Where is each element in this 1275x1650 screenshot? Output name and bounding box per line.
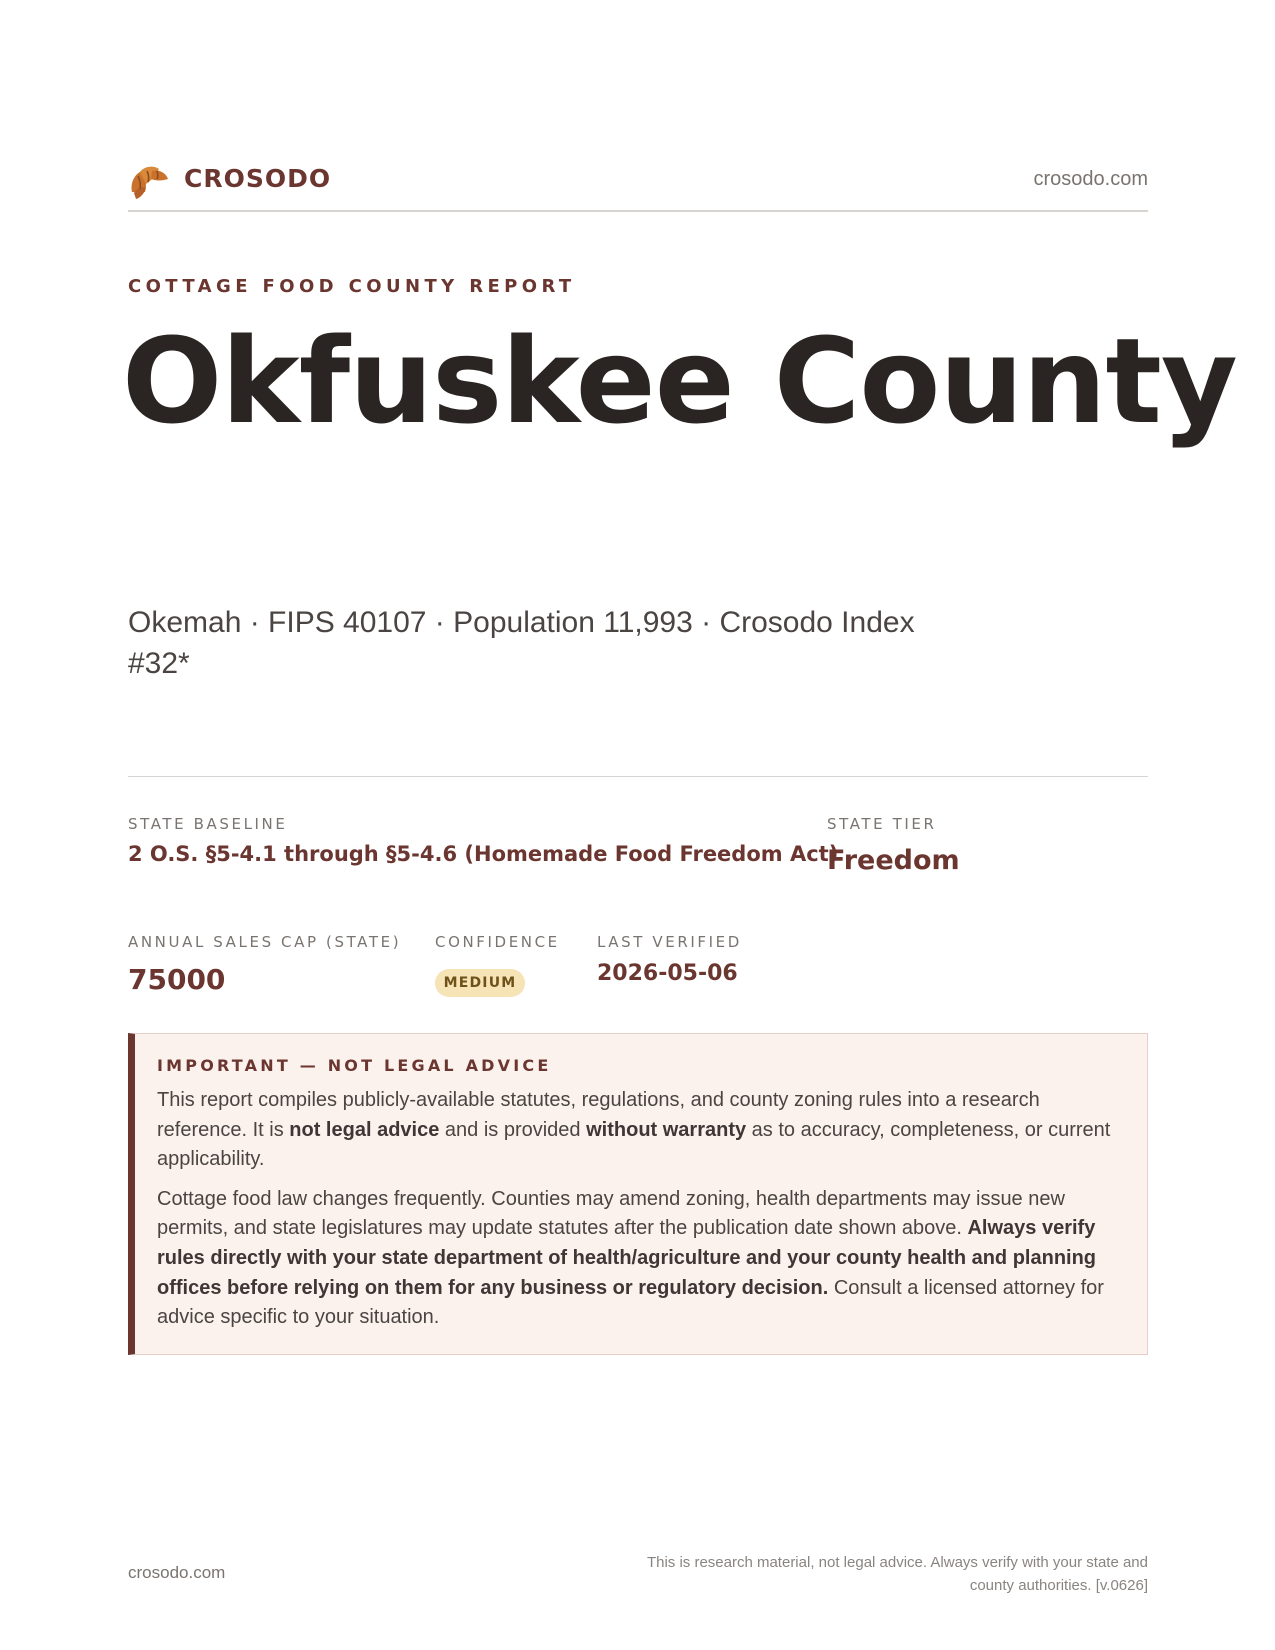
sales-cap-label: ANNUAL SALES CAP (STATE) <box>128 933 402 951</box>
state-tier-value: Freedom <box>827 845 960 876</box>
last-verified-label: LAST VERIFIED <box>597 933 742 951</box>
state-baseline-label: STATE BASELINE <box>128 815 288 833</box>
confidence-label: CONFIDENCE <box>435 933 560 951</box>
page-header <box>128 158 1148 204</box>
footer-disclaimer: This is research material, not legal advice. Always verify with your state and county authorities. [v.0626] <box>646 1554 1148 1594</box>
report-eyebrow: COTTAGE FOOD COUNTY REPORT <box>128 276 576 297</box>
notice-text: This report compiles publicly-available statutes, regulations, and county zoning rules into a research reference. It is <box>157 1089 1040 1141</box>
confidence-badge: MEDIUM <box>435 969 525 997</box>
notice-body <box>157 1086 1125 1343</box>
section-divider <box>128 776 1148 777</box>
county-summary: Okemah · FIPS 40107 · Population 11,993 · Crosodo Index #32* <box>128 606 915 680</box>
page-title: Okfuskee County <box>122 312 1237 450</box>
notice-paragraph <box>157 1185 1125 1333</box>
croissant-icon <box>128 162 170 202</box>
sales-cap-value: 75000 <box>128 963 226 996</box>
footer-site-url: crosodo.com <box>128 1563 226 1582</box>
notice-text: and is provided <box>439 1118 587 1141</box>
site-url: crosodo.com <box>1033 168 1148 190</box>
report-page <box>122 0 1237 1650</box>
state-baseline-value: 2 O.S. §5-4.1 through §5-4.6 (Homemade Food Freedom Act) <box>128 842 839 866</box>
brand-name: CROSODO <box>184 164 332 193</box>
last-verified-value: 2026-05-06 <box>597 961 738 986</box>
notice-heading: IMPORTANT — NOT LEGAL ADVICE <box>157 1056 552 1075</box>
header-divider <box>128 210 1148 212</box>
legal-notice <box>128 1033 1148 1355</box>
notice-emphasis: Always verify rules directly with your state department of health/agriculture and your county health and planning offices before relying on them for any business or regulatory decision. <box>157 1217 1097 1299</box>
notice-text: Cottage food law changes frequently. Counties may amend zoning, health departments may issue new permits, and state legislatures may update statutes after the publication date shown above. <box>157 1187 1065 1240</box>
notice-emphasis: not legal advice <box>289 1118 440 1141</box>
state-tier-label: STATE TIER <box>827 815 937 833</box>
notice-text: Consult a licensed attorney for advice specific to your situation. <box>157 1276 1104 1329</box>
notice-paragraph <box>157 1086 1125 1175</box>
notice-emphasis: without warranty <box>586 1118 747 1141</box>
notice-text: as to accuracy, completeness, or current applicability. <box>157 1118 1111 1171</box>
